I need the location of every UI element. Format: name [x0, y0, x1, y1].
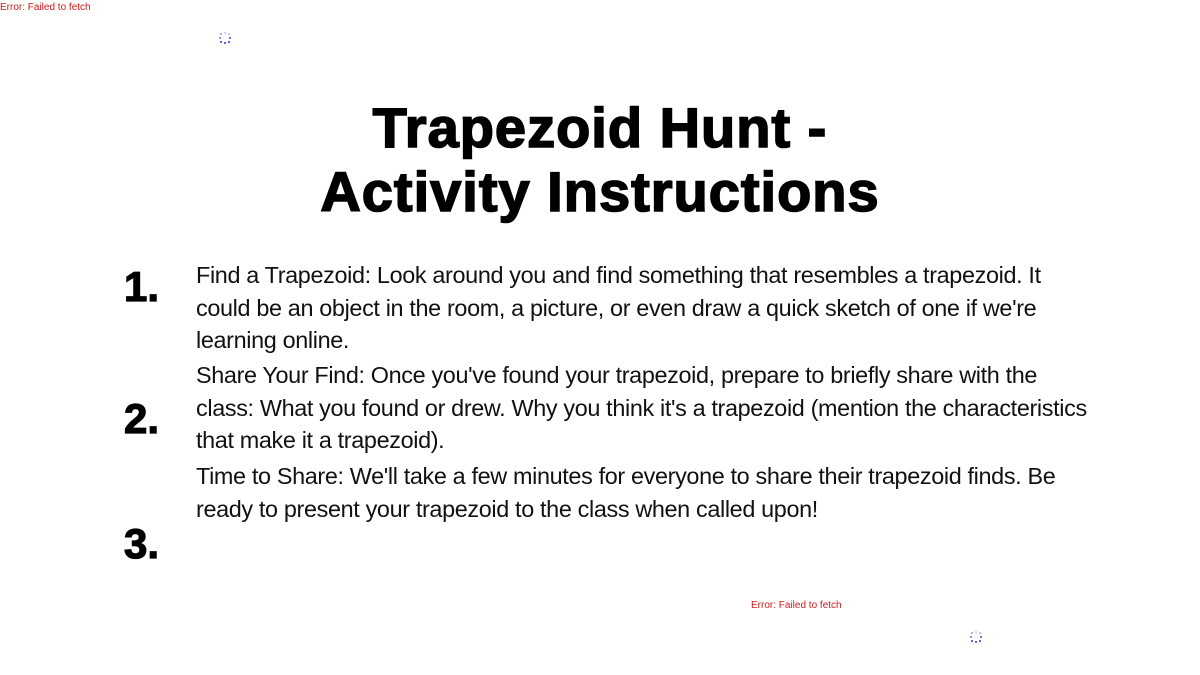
- step-text-3: Time to Share: We'll take a few minutes for everyone to share their trapezoid finds. Be ready to present your trapezoid to the class when called upon!: [196, 463, 1056, 522]
- error-message-top: Error: Failed to fetch: [0, 2, 91, 13]
- step-number-1: 1.: [124, 263, 160, 310]
- step-text-1: Find a Trapezoid: Look around you and find something that resembles a trapezoid. It could be an object in the room, a picture, or even draw a quick sketch of one if we're learning online.: [196, 262, 1041, 354]
- slide-title-line2: Activity Instructions: [320, 160, 880, 223]
- step-number-3: 3.: [124, 520, 160, 567]
- loading-spinner-icon: [970, 631, 982, 643]
- step-number-2: 2.: [124, 395, 160, 442]
- slide-title-line1: Trapezoid Hunt -: [372, 96, 828, 159]
- step-text-2: Share Your Find: Once you've found your trapezoid, prepare to briefly share with the class: What you found or drew. Why you think it's a trapezoid (mention the characteristics that make it a trapezoid).: [196, 362, 1087, 454]
- error-message-bottom: Error: Failed to fetch: [751, 600, 842, 611]
